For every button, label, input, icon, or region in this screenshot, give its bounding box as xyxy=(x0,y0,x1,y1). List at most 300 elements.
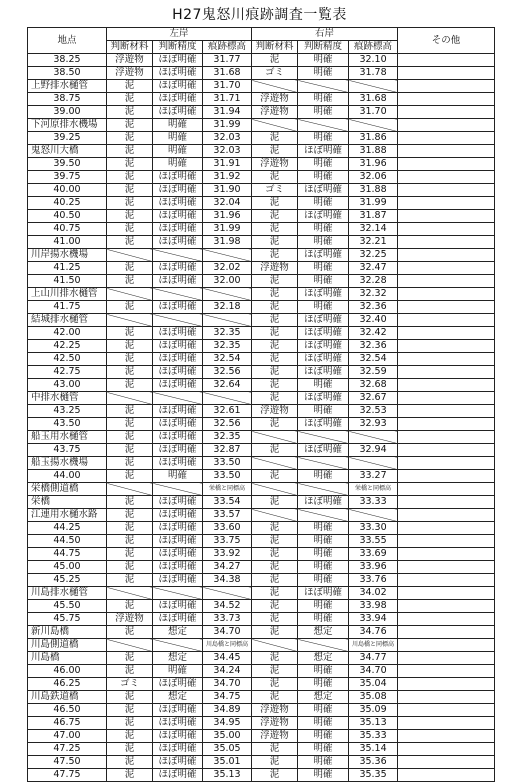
left-accuracy-cell: ほぼ明確 xyxy=(153,353,203,366)
site-cell: 45.50 xyxy=(28,600,107,613)
site-cell: 46.75 xyxy=(28,717,107,730)
right-elevation-cell: 32.14 xyxy=(349,223,398,236)
left-accuracy-cell: ほぼ明確 xyxy=(153,340,203,353)
other-cell xyxy=(398,340,495,353)
left-material-cell: 泥 xyxy=(107,431,153,444)
right-accuracy-cell: 明確 xyxy=(298,236,349,249)
left-accuracy-cell: ほぼ明確 xyxy=(153,535,203,548)
table-row xyxy=(28,561,495,574)
left-elevation-cell xyxy=(203,314,252,327)
right-material-cell: 泥 xyxy=(252,756,298,769)
left-elevation-cell: 34.24 xyxy=(203,665,252,678)
other-cell xyxy=(398,600,495,613)
left-elevation-cell: 32.35 xyxy=(203,327,252,340)
left-elevation-cell: 32.04 xyxy=(203,197,252,210)
site-cell: 上野排水樋管 xyxy=(28,80,107,93)
left-accuracy-cell: ほぼ明確 xyxy=(153,509,203,522)
site-cell: 47.25 xyxy=(28,743,107,756)
table-row xyxy=(28,678,495,691)
left-elevation-cell xyxy=(203,249,252,262)
right-elevation-cell: 34.70 xyxy=(349,665,398,678)
right-material-cell: 泥 xyxy=(252,587,298,600)
left-accuracy-cell: ほぼ明確 xyxy=(153,236,203,249)
left-accuracy-cell: 想定 xyxy=(153,652,203,665)
table-row xyxy=(28,301,495,314)
site-cell: 下河原排水機場 xyxy=(28,119,107,132)
left-elevation-cell: 32.87 xyxy=(203,444,252,457)
right-material-cell: 泥 xyxy=(252,210,298,223)
left-material-cell: 泥 xyxy=(107,652,153,665)
right-accuracy-cell xyxy=(298,119,349,132)
left-material-cell: 泥 xyxy=(107,379,153,392)
other-cell xyxy=(398,392,495,405)
right-material-cell: 泥 xyxy=(252,340,298,353)
left-elevation-cell: 33.54 xyxy=(203,496,252,509)
left-material-cell: 泥 xyxy=(107,353,153,366)
right-accuracy-cell xyxy=(298,457,349,470)
table-row xyxy=(28,600,495,613)
table-row xyxy=(28,314,495,327)
right-accuracy-cell xyxy=(298,483,349,496)
other-cell xyxy=(398,418,495,431)
right-elevation-cell: 31.78 xyxy=(349,67,398,80)
other-cell xyxy=(398,171,495,184)
other-cell xyxy=(398,236,495,249)
left-material-cell: 泥 xyxy=(107,405,153,418)
left-material-cell: 泥 xyxy=(107,106,153,119)
site-cell: 41.50 xyxy=(28,275,107,288)
left-elevation-cell: 32.56 xyxy=(203,418,252,431)
right-material-cell: 泥 xyxy=(252,548,298,561)
left-elevation-cell: 33.75 xyxy=(203,535,252,548)
other-cell xyxy=(398,262,495,275)
left-accuracy-cell: ほぼ明確 xyxy=(153,444,203,457)
other-cell xyxy=(398,67,495,80)
left-material-cell: 泥 xyxy=(107,769,153,782)
left-material-cell: 泥 xyxy=(107,366,153,379)
table-row xyxy=(28,340,495,353)
table-row xyxy=(28,496,495,509)
left-material-cell xyxy=(107,587,153,600)
left-material-cell: 泥 xyxy=(107,93,153,106)
right-elevation-cell: 33.94 xyxy=(349,613,398,626)
left-accuracy-cell: ほぼ明確 xyxy=(153,379,203,392)
site-cell: 40.25 xyxy=(28,197,107,210)
site-cell: 45.25 xyxy=(28,574,107,587)
left-material-cell: 泥 xyxy=(107,340,153,353)
right-accuracy-cell: 明確 xyxy=(298,171,349,184)
right-accuracy-cell: ほぼ明確 xyxy=(298,366,349,379)
table-row xyxy=(28,444,495,457)
table-row xyxy=(28,249,495,262)
other-cell xyxy=(398,704,495,717)
left-elevation-cell: 34.70 xyxy=(203,626,252,639)
right-accuracy-cell: 明確 xyxy=(298,93,349,106)
site-cell: 43.75 xyxy=(28,444,107,457)
right-elevation-cell: 33.69 xyxy=(349,548,398,561)
other-cell xyxy=(398,288,495,301)
table-row xyxy=(28,353,495,366)
right-accuracy-cell: ほぼ明確 xyxy=(298,288,349,301)
right-accuracy-cell: ほぼ明確 xyxy=(298,314,349,327)
left-material-cell: 泥 xyxy=(107,80,153,93)
right-material-cell xyxy=(252,509,298,522)
right-elevation-cell: 32.94 xyxy=(349,444,398,457)
left-elevation-cell: 32.61 xyxy=(203,405,252,418)
left-elevation-cell: 34.52 xyxy=(203,600,252,613)
right-material-cell: 浮遊物 xyxy=(252,262,298,275)
left-material-cell xyxy=(107,483,153,496)
site-cell: 47.00 xyxy=(28,730,107,743)
header-right-accuracy: 判断精度 xyxy=(298,41,349,54)
header-site: 地点 xyxy=(28,28,107,54)
other-cell xyxy=(398,509,495,522)
table-row xyxy=(28,483,495,496)
left-elevation-cell: 32.18 xyxy=(203,301,252,314)
right-elevation-cell: 35.04 xyxy=(349,678,398,691)
left-accuracy-cell: 明確 xyxy=(153,470,203,483)
left-accuracy-cell: ほぼ明確 xyxy=(153,431,203,444)
other-cell xyxy=(398,249,495,262)
right-elevation-note: 栄橋と同標高 xyxy=(349,483,398,496)
right-material-cell: 泥 xyxy=(252,197,298,210)
right-elevation-cell: 32.59 xyxy=(349,366,398,379)
table-row xyxy=(28,756,495,769)
right-elevation-cell: 33.76 xyxy=(349,574,398,587)
table-row xyxy=(28,197,495,210)
right-elevation-cell: 32.21 xyxy=(349,236,398,249)
right-accuracy-cell: 想定 xyxy=(298,626,349,639)
right-material-cell: 泥 xyxy=(252,171,298,184)
left-elevation-cell: 31.77 xyxy=(203,54,252,67)
right-elevation-cell: 34.02 xyxy=(349,587,398,600)
right-accuracy-cell: ほぼ明確 xyxy=(298,392,349,405)
other-cell xyxy=(398,574,495,587)
right-material-cell: 泥 xyxy=(252,691,298,704)
left-material-cell: 泥 xyxy=(107,457,153,470)
site-cell: 42.00 xyxy=(28,327,107,340)
left-accuracy-cell: ほぼ明確 xyxy=(153,613,203,626)
other-cell xyxy=(398,626,495,639)
site-cell: 40.50 xyxy=(28,210,107,223)
table-row xyxy=(28,223,495,236)
left-material-cell: 泥 xyxy=(107,626,153,639)
right-accuracy-cell: 明確 xyxy=(298,379,349,392)
header-other: その他 xyxy=(398,28,495,54)
table-row xyxy=(28,327,495,340)
site-cell: 38.75 xyxy=(28,93,107,106)
right-elevation-cell: 32.32 xyxy=(349,288,398,301)
other-cell xyxy=(398,197,495,210)
right-accuracy-cell: 明確 xyxy=(298,158,349,171)
right-elevation-cell xyxy=(349,509,398,522)
left-elevation-cell xyxy=(203,288,252,301)
left-elevation-cell: 33.60 xyxy=(203,522,252,535)
site-cell: 41.75 xyxy=(28,301,107,314)
left-elevation-cell: 32.64 xyxy=(203,379,252,392)
left-material-cell: 泥 xyxy=(107,535,153,548)
left-elevation-cell xyxy=(203,587,252,600)
other-cell xyxy=(398,769,495,782)
left-material-cell: 泥 xyxy=(107,262,153,275)
left-elevation-cell: 34.38 xyxy=(203,574,252,587)
left-accuracy-cell: ほぼ明確 xyxy=(153,418,203,431)
other-cell xyxy=(398,327,495,340)
left-accuracy-cell xyxy=(153,639,203,652)
left-accuracy-cell: ほぼ明確 xyxy=(153,769,203,782)
other-cell xyxy=(398,652,495,665)
right-elevation-cell: 31.96 xyxy=(349,158,398,171)
left-material-cell: 泥 xyxy=(107,496,153,509)
left-elevation-cell: 35.13 xyxy=(203,769,252,782)
right-elevation-cell: 32.06 xyxy=(349,171,398,184)
left-accuracy-cell: ほぼ明確 xyxy=(153,223,203,236)
table-row xyxy=(28,67,495,80)
right-elevation-cell: 33.33 xyxy=(349,496,398,509)
left-accuracy-cell: ほぼ明確 xyxy=(153,275,203,288)
left-material-cell: 泥 xyxy=(107,145,153,158)
left-material-cell: 泥 xyxy=(107,171,153,184)
other-cell xyxy=(398,483,495,496)
site-cell: 38.25 xyxy=(28,54,107,67)
table-row xyxy=(28,106,495,119)
site-cell: 40.00 xyxy=(28,184,107,197)
site-cell: 39.00 xyxy=(28,106,107,119)
left-elevation-cell: 34.75 xyxy=(203,691,252,704)
left-elevation-cell: 31.90 xyxy=(203,184,252,197)
right-accuracy-cell: 明確 xyxy=(298,67,349,80)
other-cell xyxy=(398,366,495,379)
left-elevation-cell: 33.92 xyxy=(203,548,252,561)
table-row xyxy=(28,652,495,665)
header-right-elevation: 痕跡標高 xyxy=(349,41,398,54)
left-material-cell xyxy=(107,639,153,652)
right-accuracy-cell: ほぼ明確 xyxy=(298,444,349,457)
table-row xyxy=(28,431,495,444)
left-accuracy-cell: ほぼ明確 xyxy=(153,717,203,730)
right-elevation-cell: 32.53 xyxy=(349,405,398,418)
table-row xyxy=(28,535,495,548)
right-elevation-cell: 31.88 xyxy=(349,184,398,197)
right-material-cell: 泥 xyxy=(252,314,298,327)
right-material-cell xyxy=(252,483,298,496)
right-accuracy-cell: 明確 xyxy=(298,600,349,613)
right-accuracy-cell: 明確 xyxy=(298,197,349,210)
left-material-cell: 泥 xyxy=(107,548,153,561)
right-elevation-cell: 31.88 xyxy=(349,145,398,158)
site-cell: 47.50 xyxy=(28,756,107,769)
right-elevation-cell xyxy=(349,80,398,93)
left-material-cell xyxy=(107,314,153,327)
site-cell: 45.75 xyxy=(28,613,107,626)
right-elevation-cell: 31.68 xyxy=(349,93,398,106)
right-material-cell: 泥 xyxy=(252,275,298,288)
other-cell xyxy=(398,470,495,483)
left-material-cell: 泥 xyxy=(107,327,153,340)
right-elevation-cell: 31.99 xyxy=(349,197,398,210)
site-cell: 39.50 xyxy=(28,158,107,171)
left-accuracy-cell: ほぼ明確 xyxy=(153,67,203,80)
right-elevation-cell: 33.55 xyxy=(349,535,398,548)
right-material-cell xyxy=(252,457,298,470)
right-elevation-cell: 32.67 xyxy=(349,392,398,405)
right-elevation-cell: 32.36 xyxy=(349,340,398,353)
left-material-cell: 泥 xyxy=(107,561,153,574)
right-accuracy-cell: 明確 xyxy=(298,548,349,561)
left-elevation-cell: 33.50 xyxy=(203,457,252,470)
left-material-cell: 泥 xyxy=(107,730,153,743)
left-material-cell: 浮遊物 xyxy=(107,54,153,67)
left-elevation-cell: 32.54 xyxy=(203,353,252,366)
right-accuracy-cell: ほぼ明確 xyxy=(298,145,349,158)
left-accuracy-cell: ほぼ明確 xyxy=(153,600,203,613)
site-cell: 43.50 xyxy=(28,418,107,431)
left-material-cell: 泥 xyxy=(107,509,153,522)
site-cell: 上山川排水樋管 xyxy=(28,288,107,301)
table-row xyxy=(28,509,495,522)
right-accuracy-cell: 明確 xyxy=(298,561,349,574)
site-cell: 46.50 xyxy=(28,704,107,717)
left-material-cell: 浮遊物 xyxy=(107,67,153,80)
table-row xyxy=(28,730,495,743)
right-accuracy-cell: ほぼ明確 xyxy=(298,418,349,431)
left-accuracy-cell: ほぼ明確 xyxy=(153,80,203,93)
right-material-cell: 泥 xyxy=(252,613,298,626)
right-material-cell: 浮遊物 xyxy=(252,704,298,717)
table-row xyxy=(28,691,495,704)
header-right-material: 判断材料 xyxy=(252,41,298,54)
right-elevation-cell: 33.30 xyxy=(349,522,398,535)
right-accuracy-cell: 明確 xyxy=(298,613,349,626)
site-cell: 44.25 xyxy=(28,522,107,535)
left-elevation-cell xyxy=(203,392,252,405)
right-accuracy-cell: 明確 xyxy=(298,132,349,145)
right-accuracy-cell xyxy=(298,80,349,93)
right-elevation-note: 川島橋と同標高 xyxy=(349,639,398,652)
right-accuracy-cell: 想定 xyxy=(298,652,349,665)
right-elevation-cell: 32.93 xyxy=(349,418,398,431)
right-accuracy-cell: 明確 xyxy=(298,262,349,275)
table-body xyxy=(28,54,495,782)
other-cell xyxy=(398,223,495,236)
right-accuracy-cell: ほぼ明確 xyxy=(298,353,349,366)
left-elevation-cell: 31.99 xyxy=(203,223,252,236)
right-accuracy-cell xyxy=(298,639,349,652)
right-accuracy-cell: 明確 xyxy=(298,535,349,548)
left-material-cell: 泥 xyxy=(107,665,153,678)
table-row xyxy=(28,704,495,717)
left-accuracy-cell: ほぼ明確 xyxy=(153,730,203,743)
header-left-accuracy: 判断精度 xyxy=(153,41,203,54)
table-row xyxy=(28,769,495,782)
right-elevation-cell: 35.13 xyxy=(349,717,398,730)
left-accuracy-cell: ほぼ明確 xyxy=(153,561,203,574)
right-material-cell: 浮遊物 xyxy=(252,405,298,418)
left-elevation-cell: 33.73 xyxy=(203,613,252,626)
right-accuracy-cell: 明確 xyxy=(298,301,349,314)
right-elevation-cell: 32.36 xyxy=(349,301,398,314)
left-material-cell: 泥 xyxy=(107,236,153,249)
right-material-cell xyxy=(252,639,298,652)
left-material-cell: 泥 xyxy=(107,223,153,236)
left-accuracy-cell: ほぼ明確 xyxy=(153,184,203,197)
table-row xyxy=(28,613,495,626)
table-row xyxy=(28,418,495,431)
other-cell xyxy=(398,54,495,67)
right-elevation-cell: 32.47 xyxy=(349,262,398,275)
left-elevation-cell: 35.00 xyxy=(203,730,252,743)
site-cell: 川島側道橋 xyxy=(28,639,107,652)
site-cell: 46.25 xyxy=(28,678,107,691)
other-cell xyxy=(398,457,495,470)
site-cell: 結城排水樋管 xyxy=(28,314,107,327)
left-accuracy-cell: ほぼ明確 xyxy=(153,327,203,340)
left-elevation-cell: 31.68 xyxy=(203,67,252,80)
left-accuracy-cell: ほぼ明確 xyxy=(153,756,203,769)
site-cell: 江連用水樋水路 xyxy=(28,509,107,522)
other-cell xyxy=(398,691,495,704)
right-elevation-cell: 32.54 xyxy=(349,353,398,366)
site-cell: 鬼怒川大橋 xyxy=(28,145,107,158)
site-cell: 41.25 xyxy=(28,262,107,275)
right-material-cell: 泥 xyxy=(252,743,298,756)
table-row xyxy=(28,743,495,756)
other-cell xyxy=(398,275,495,288)
right-material-cell: 泥 xyxy=(252,301,298,314)
right-material-cell: 泥 xyxy=(252,288,298,301)
left-material-cell: 浮遊物 xyxy=(107,613,153,626)
right-accuracy-cell: 明確 xyxy=(298,405,349,418)
right-material-cell xyxy=(252,119,298,132)
right-material-cell: 泥 xyxy=(252,652,298,665)
right-accuracy-cell: ほぼ明確 xyxy=(298,327,349,340)
right-accuracy-cell: 明確 xyxy=(298,678,349,691)
right-material-cell: 泥 xyxy=(252,54,298,67)
other-cell xyxy=(398,535,495,548)
left-accuracy-cell: ほぼ明確 xyxy=(153,457,203,470)
left-elevation-cell: 32.56 xyxy=(203,366,252,379)
table-row xyxy=(28,132,495,145)
right-accuracy-cell: 明確 xyxy=(298,223,349,236)
left-material-cell: ゴミ xyxy=(107,678,153,691)
header-left-elevation: 痕跡標高 xyxy=(203,41,252,54)
other-cell xyxy=(398,548,495,561)
page-title: H27鬼怒川痕跡調査一覧表 xyxy=(172,7,347,23)
other-cell xyxy=(398,301,495,314)
right-elevation-cell: 35.09 xyxy=(349,704,398,717)
left-accuracy-cell: ほぼ明確 xyxy=(153,743,203,756)
other-cell xyxy=(398,80,495,93)
right-material-cell: 浮遊物 xyxy=(252,158,298,171)
left-elevation-cell: 31.70 xyxy=(203,80,252,93)
left-elevation-cell: 31.96 xyxy=(203,210,252,223)
left-elevation-cell: 32.02 xyxy=(203,262,252,275)
site-cell: 42.25 xyxy=(28,340,107,353)
other-cell xyxy=(398,314,495,327)
table-row xyxy=(28,236,495,249)
left-accuracy-cell: ほぼ明確 xyxy=(153,262,203,275)
site-cell: 中排水樋管 xyxy=(28,392,107,405)
left-elevation-cell: 31.94 xyxy=(203,106,252,119)
right-elevation-cell: 32.40 xyxy=(349,314,398,327)
right-material-cell: 浮遊物 xyxy=(252,106,298,119)
right-material-cell xyxy=(252,431,298,444)
right-material-cell: 泥 xyxy=(252,522,298,535)
right-accuracy-cell: 明確 xyxy=(298,470,349,483)
trace-survey-table xyxy=(27,27,495,782)
table-row xyxy=(28,665,495,678)
site-cell: 41.00 xyxy=(28,236,107,249)
